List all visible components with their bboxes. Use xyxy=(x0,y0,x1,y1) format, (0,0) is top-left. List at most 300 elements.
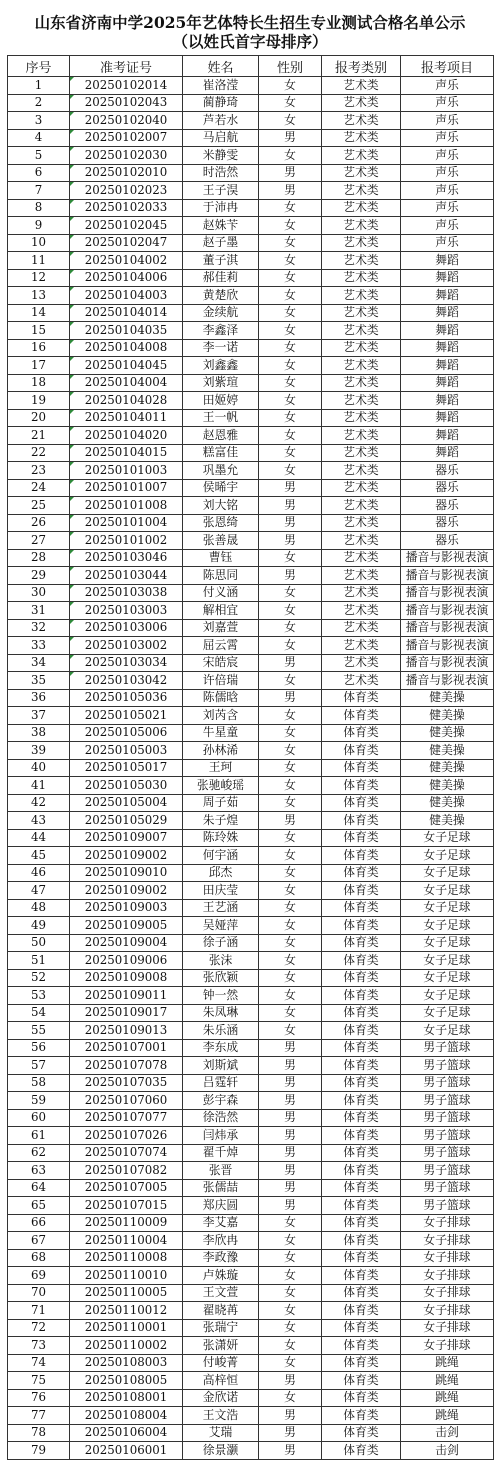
cell-category: 体育类 xyxy=(322,847,401,865)
cell-project: 跳绳 xyxy=(401,1389,494,1407)
cell-ticket: 20250107082 xyxy=(70,1162,183,1180)
cell-ticket: 20250104006 xyxy=(70,269,183,287)
cell-ticket: 20250102033 xyxy=(70,199,183,217)
cell-seq: 46 xyxy=(8,864,70,882)
cell-gender: 男 xyxy=(259,1109,322,1127)
cell-ticket: 20250101007 xyxy=(70,479,183,497)
cell-project: 女子排球 xyxy=(401,1284,494,1302)
table-row xyxy=(8,724,494,742)
cell-ticket: 20250104035 xyxy=(70,322,183,340)
cell-gender: 女 xyxy=(259,147,322,165)
cell-ticket: 20250108005 xyxy=(70,1372,183,1390)
cell-category: 艺术类 xyxy=(322,339,401,357)
cell-category: 体育类 xyxy=(322,829,401,847)
cell-ticket: 20250103006 xyxy=(70,619,183,637)
cell-project: 男子篮球 xyxy=(401,1179,494,1197)
cell-project: 跳绳 xyxy=(401,1354,494,1372)
cell-category: 艺术类 xyxy=(322,462,401,480)
table-row xyxy=(8,1319,494,1337)
table-row xyxy=(8,374,494,392)
cell-seq: 42 xyxy=(8,794,70,812)
cell-project: 播音与影视表演 xyxy=(401,672,494,690)
cell-category: 体育类 xyxy=(322,1074,401,1092)
table-row xyxy=(8,672,494,690)
cell-seq: 20 xyxy=(8,409,70,427)
cell-category: 体育类 xyxy=(322,1109,401,1127)
cell-name: 于沛冉 xyxy=(183,199,259,217)
cell-category: 艺术类 xyxy=(322,357,401,375)
table-row xyxy=(8,969,494,987)
cell-category: 体育类 xyxy=(322,1372,401,1390)
cell-seq: 51 xyxy=(8,952,70,970)
cell-project: 播音与影视表演 xyxy=(401,602,494,620)
cell-name: 牛星童 xyxy=(183,724,259,742)
cell-seq: 40 xyxy=(8,759,70,777)
cell-category: 艺术类 xyxy=(322,497,401,515)
cell-project: 女子排球 xyxy=(401,1337,494,1355)
cell-ticket: 20250102047 xyxy=(70,234,183,252)
cell-seq: 57 xyxy=(8,1057,70,1075)
cell-name: 刘芮含 xyxy=(183,707,259,725)
cell-ticket: 20250102007 xyxy=(70,129,183,147)
cell-ticket: 20250104002 xyxy=(70,252,183,270)
cell-gender: 女 xyxy=(259,1354,322,1372)
table-row xyxy=(8,409,494,427)
cell-gender: 女 xyxy=(259,742,322,760)
cell-seq: 18 xyxy=(8,374,70,392)
cell-project: 男子篮球 xyxy=(401,1057,494,1075)
cell-seq: 77 xyxy=(8,1407,70,1425)
cell-name: 糕富佳 xyxy=(183,444,259,462)
cell-seq: 17 xyxy=(8,357,70,375)
cell-gender: 女 xyxy=(259,234,322,252)
table-row xyxy=(8,1407,494,1425)
cell-name: 彭宇森 xyxy=(183,1092,259,1110)
cell-name: 王子淏 xyxy=(183,182,259,200)
table-row xyxy=(8,654,494,672)
table-row xyxy=(8,339,494,357)
cell-category: 体育类 xyxy=(322,1039,401,1057)
cell-seq: 43 xyxy=(8,812,70,830)
cell-name: 吴娅萍 xyxy=(183,917,259,935)
cell-name: 李一诺 xyxy=(183,339,259,357)
cell-seq: 30 xyxy=(8,584,70,602)
cell-project: 男子篮球 xyxy=(401,1162,494,1180)
cell-seq: 39 xyxy=(8,742,70,760)
cell-seq: 78 xyxy=(8,1424,70,1442)
cell-gender: 女 xyxy=(259,252,322,270)
cell-gender: 女 xyxy=(259,1389,322,1407)
table-row xyxy=(8,1284,494,1302)
cell-name: 朱乐涵 xyxy=(183,1022,259,1040)
header-gender: 性别 xyxy=(259,56,322,77)
cell-gender: 男 xyxy=(259,1442,322,1460)
cell-category: 艺术类 xyxy=(322,549,401,567)
cell-gender: 女 xyxy=(259,1284,322,1302)
cell-gender: 女 xyxy=(259,304,322,322)
cell-category: 体育类 xyxy=(322,1267,401,1285)
cell-gender: 女 xyxy=(259,619,322,637)
cell-ticket: 20250105036 xyxy=(70,689,183,707)
cell-ticket: 20250103034 xyxy=(70,654,183,672)
cell-ticket: 20250104028 xyxy=(70,392,183,410)
cell-seq: 58 xyxy=(8,1074,70,1092)
cell-project: 击剑 xyxy=(401,1424,494,1442)
cell-gender: 男 xyxy=(259,497,322,515)
table-row xyxy=(8,882,494,900)
cell-name: 蔺静琦 xyxy=(183,94,259,112)
table-row xyxy=(8,532,494,550)
cell-ticket: 20250107077 xyxy=(70,1109,183,1127)
cell-ticket: 20250109007 xyxy=(70,829,183,847)
cell-project: 舞蹈 xyxy=(401,269,494,287)
table-row xyxy=(8,777,494,795)
cell-project: 舞蹈 xyxy=(401,304,494,322)
cell-gender: 女 xyxy=(259,724,322,742)
cell-seq: 65 xyxy=(8,1197,70,1215)
cell-ticket: 20250103046 xyxy=(70,549,183,567)
cell-gender: 男 xyxy=(259,1127,322,1145)
cell-name: 张潇妍 xyxy=(183,1337,259,1355)
cell-seq: 6 xyxy=(8,164,70,182)
cell-project: 声乐 xyxy=(401,182,494,200)
cell-gender: 女 xyxy=(259,444,322,462)
cell-gender: 男 xyxy=(259,1424,322,1442)
cell-name: 高梓恒 xyxy=(183,1372,259,1390)
header-name: 姓名 xyxy=(183,56,259,77)
cell-ticket: 20250102014 xyxy=(70,77,183,95)
cell-project: 声乐 xyxy=(401,147,494,165)
cell-gender: 女 xyxy=(259,1249,322,1267)
cell-project: 声乐 xyxy=(401,217,494,235)
cell-seq: 24 xyxy=(8,479,70,497)
cell-gender: 男 xyxy=(259,164,322,182)
cell-name: 翟千焯 xyxy=(183,1144,259,1162)
table-row xyxy=(8,1249,494,1267)
cell-seq: 70 xyxy=(8,1284,70,1302)
cell-name: 徐子涵 xyxy=(183,934,259,952)
cell-name: 翟晓苒 xyxy=(183,1302,259,1320)
cell-seq: 1 xyxy=(8,77,70,95)
cell-project: 健美操 xyxy=(401,794,494,812)
cell-ticket: 20250104003 xyxy=(70,287,183,305)
cell-category: 体育类 xyxy=(322,1179,401,1197)
table-row xyxy=(8,269,494,287)
cell-project: 舞蹈 xyxy=(401,392,494,410)
cell-seq: 35 xyxy=(8,672,70,690)
cell-name: 王一帆 xyxy=(183,409,259,427)
cell-name: 何宇涵 xyxy=(183,847,259,865)
table-row xyxy=(8,479,494,497)
cell-gender: 女 xyxy=(259,322,322,340)
cell-name: 陈儒晗 xyxy=(183,689,259,707)
cell-name: 刘鑫鑫 xyxy=(183,357,259,375)
cell-seq: 59 xyxy=(8,1092,70,1110)
cell-category: 体育类 xyxy=(322,742,401,760)
table-row xyxy=(8,1337,494,1355)
cell-category: 体育类 xyxy=(322,794,401,812)
cell-seq: 32 xyxy=(8,619,70,637)
cell-seq: 69 xyxy=(8,1267,70,1285)
table-row xyxy=(8,1057,494,1075)
cell-gender: 女 xyxy=(259,1232,322,1250)
cell-gender: 女 xyxy=(259,1214,322,1232)
cell-gender: 女 xyxy=(259,409,322,427)
cell-category: 艺术类 xyxy=(322,129,401,147)
table-row xyxy=(8,934,494,952)
cell-ticket: 20250105029 xyxy=(70,812,183,830)
table-row xyxy=(8,1197,494,1215)
cell-category: 体育类 xyxy=(322,899,401,917)
cell-seq: 19 xyxy=(8,392,70,410)
cell-ticket: 20250105006 xyxy=(70,724,183,742)
cell-gender: 女 xyxy=(259,94,322,112)
cell-category: 体育类 xyxy=(322,952,401,970)
cell-category: 体育类 xyxy=(322,1144,401,1162)
cell-name: 宋皓宸 xyxy=(183,654,259,672)
cell-gender: 女 xyxy=(259,672,322,690)
cell-seq: 38 xyxy=(8,724,70,742)
cell-category: 体育类 xyxy=(322,882,401,900)
cell-seq: 71 xyxy=(8,1302,70,1320)
cell-gender: 男 xyxy=(259,182,322,200)
cell-category: 体育类 xyxy=(322,1232,401,1250)
cell-project: 健美操 xyxy=(401,707,494,725)
cell-ticket: 20250109005 xyxy=(70,917,183,935)
cell-ticket: 20250109002 xyxy=(70,882,183,900)
cell-project: 声乐 xyxy=(401,164,494,182)
cell-gender: 女 xyxy=(259,77,322,95)
cell-project: 器乐 xyxy=(401,479,494,497)
cell-ticket: 20250104004 xyxy=(70,374,183,392)
table-row xyxy=(8,759,494,777)
cell-project: 舞蹈 xyxy=(401,322,494,340)
cell-ticket: 20250109006 xyxy=(70,952,183,970)
cell-name: 黄楚欣 xyxy=(183,287,259,305)
cell-name: 刘大铭 xyxy=(183,497,259,515)
table-row xyxy=(8,1092,494,1110)
cell-ticket: 20250103038 xyxy=(70,584,183,602)
cell-project: 女子足球 xyxy=(401,1004,494,1022)
cell-seq: 73 xyxy=(8,1337,70,1355)
table-row xyxy=(8,1144,494,1162)
cell-seq: 14 xyxy=(8,304,70,322)
cell-gender: 女 xyxy=(259,794,322,812)
header-seq: 序号 xyxy=(8,56,70,77)
table-row xyxy=(8,322,494,340)
cell-ticket: 20250107074 xyxy=(70,1144,183,1162)
table-row xyxy=(8,427,494,445)
table-row xyxy=(8,602,494,620)
cell-category: 体育类 xyxy=(322,724,401,742)
cell-category: 体育类 xyxy=(322,689,401,707)
cell-category: 体育类 xyxy=(322,1092,401,1110)
cell-seq: 79 xyxy=(8,1442,70,1460)
cell-name: 解相宜 xyxy=(183,602,259,620)
cell-category: 体育类 xyxy=(322,934,401,952)
cell-category: 体育类 xyxy=(322,1424,401,1442)
cell-name: 李鑫泽 xyxy=(183,322,259,340)
cell-ticket: 20250101002 xyxy=(70,532,183,550)
table-row xyxy=(8,129,494,147)
cell-seq: 34 xyxy=(8,654,70,672)
cell-project: 男子篮球 xyxy=(401,1197,494,1215)
cell-project: 女子足球 xyxy=(401,987,494,1005)
cell-category: 体育类 xyxy=(322,1004,401,1022)
cell-ticket: 20250108004 xyxy=(70,1407,183,1425)
cell-category: 体育类 xyxy=(322,864,401,882)
table-row xyxy=(8,147,494,165)
cell-ticket: 20250104011 xyxy=(70,409,183,427)
cell-gender: 女 xyxy=(259,1319,322,1337)
cell-category: 艺术类 xyxy=(322,567,401,585)
cell-project: 男子篮球 xyxy=(401,1144,494,1162)
cell-category: 艺术类 xyxy=(322,322,401,340)
cell-name: 许倍瑞 xyxy=(183,672,259,690)
document-title: 山东省济南中学2025年艺体特长生招生专业测试合格名单公示 xyxy=(34,13,466,32)
cell-ticket: 20250109010 xyxy=(70,864,183,882)
cell-project: 器乐 xyxy=(401,532,494,550)
cell-gender: 女 xyxy=(259,952,322,970)
cell-name: 付峻菁 xyxy=(183,1354,259,1372)
cell-seq: 23 xyxy=(8,462,70,480)
cell-category: 体育类 xyxy=(322,759,401,777)
cell-project: 女子排球 xyxy=(401,1232,494,1250)
cell-seq: 21 xyxy=(8,427,70,445)
cell-project: 舞蹈 xyxy=(401,357,494,375)
cell-project: 男子篮球 xyxy=(401,1109,494,1127)
table-row xyxy=(8,794,494,812)
cell-gender: 女 xyxy=(259,549,322,567)
cell-seq: 53 xyxy=(8,987,70,1005)
table-row xyxy=(8,1179,494,1197)
cell-gender: 男 xyxy=(259,654,322,672)
cell-project: 器乐 xyxy=(401,497,494,515)
cell-category: 艺术类 xyxy=(322,217,401,235)
cell-gender: 男 xyxy=(259,1039,322,1057)
table-row xyxy=(8,584,494,602)
cell-gender: 女 xyxy=(259,759,322,777)
cell-gender: 女 xyxy=(259,374,322,392)
cell-seq: 49 xyxy=(8,917,70,935)
cell-ticket: 20250104015 xyxy=(70,444,183,462)
cell-ticket: 20250109008 xyxy=(70,969,183,987)
cell-category: 艺术类 xyxy=(322,304,401,322)
cell-category: 艺术类 xyxy=(322,77,401,95)
cell-name: 李欣冉 xyxy=(183,1232,259,1250)
cell-gender: 女 xyxy=(259,969,322,987)
cell-category: 艺术类 xyxy=(322,94,401,112)
cell-seq: 45 xyxy=(8,847,70,865)
cell-gender: 男 xyxy=(259,1179,322,1197)
cell-category: 体育类 xyxy=(322,1337,401,1355)
cell-name: 郑庆圆 xyxy=(183,1197,259,1215)
cell-gender: 男 xyxy=(259,812,322,830)
table-row xyxy=(8,637,494,655)
cell-category: 艺术类 xyxy=(322,392,401,410)
cell-ticket: 20250109017 xyxy=(70,1004,183,1022)
table-row xyxy=(8,864,494,882)
cell-name: 王艺涵 xyxy=(183,899,259,917)
cell-project: 女子排球 xyxy=(401,1267,494,1285)
cell-seq: 31 xyxy=(8,602,70,620)
cell-project: 声乐 xyxy=(401,77,494,95)
cell-category: 艺术类 xyxy=(322,252,401,270)
cell-gender: 男 xyxy=(259,514,322,532)
table-row xyxy=(8,812,494,830)
cell-ticket: 20250102030 xyxy=(70,147,183,165)
cell-seq: 55 xyxy=(8,1022,70,1040)
cell-name: 刘斯斌 xyxy=(183,1057,259,1075)
cell-ticket: 20250103003 xyxy=(70,602,183,620)
cell-name: 徐浩然 xyxy=(183,1109,259,1127)
cell-ticket: 20250106001 xyxy=(70,1442,183,1460)
cell-category: 艺术类 xyxy=(322,409,401,427)
cell-seq: 11 xyxy=(8,252,70,270)
cell-ticket: 20250110005 xyxy=(70,1284,183,1302)
cell-name: 赵恩雅 xyxy=(183,427,259,445)
cell-gender: 女 xyxy=(259,847,322,865)
cell-ticket: 20250101004 xyxy=(70,514,183,532)
cell-seq: 13 xyxy=(8,287,70,305)
cell-seq: 33 xyxy=(8,637,70,655)
table-row xyxy=(8,1302,494,1320)
table-row xyxy=(8,1267,494,1285)
cell-name: 巩墨允 xyxy=(183,462,259,480)
cell-category: 体育类 xyxy=(322,1057,401,1075)
cell-ticket: 20250110012 xyxy=(70,1302,183,1320)
cell-project: 跳绳 xyxy=(401,1372,494,1390)
cell-ticket: 20250107001 xyxy=(70,1039,183,1057)
cell-gender: 男 xyxy=(259,1057,322,1075)
cell-ticket: 20250107060 xyxy=(70,1092,183,1110)
cell-name: 米静雯 xyxy=(183,147,259,165)
cell-gender: 女 xyxy=(259,427,322,445)
cell-ticket: 20250103044 xyxy=(70,567,183,585)
table-row xyxy=(8,707,494,725)
table-row xyxy=(8,1232,494,1250)
cell-seq: 62 xyxy=(8,1144,70,1162)
cell-seq: 10 xyxy=(8,234,70,252)
cell-seq: 12 xyxy=(8,269,70,287)
table-row xyxy=(8,549,494,567)
cell-ticket: 20250110002 xyxy=(70,1337,183,1355)
cell-ticket: 20250104008 xyxy=(70,339,183,357)
cell-seq: 27 xyxy=(8,532,70,550)
cell-gender: 女 xyxy=(259,392,322,410)
cell-category: 体育类 xyxy=(322,1022,401,1040)
cell-gender: 女 xyxy=(259,269,322,287)
header-category: 报考类别 xyxy=(322,56,401,77)
table-row xyxy=(8,164,494,182)
cell-gender: 女 xyxy=(259,339,322,357)
cell-project: 跳绳 xyxy=(401,1407,494,1425)
table-row xyxy=(8,304,494,322)
cell-ticket: 20250108001 xyxy=(70,1389,183,1407)
cell-name: 刘嘉萱 xyxy=(183,619,259,637)
cell-project: 舞蹈 xyxy=(401,427,494,445)
cell-name: 邱杰 xyxy=(183,864,259,882)
cell-seq: 7 xyxy=(8,182,70,200)
cell-project: 健美操 xyxy=(401,777,494,795)
cell-seq: 50 xyxy=(8,934,70,952)
cell-project: 女子排球 xyxy=(401,1302,494,1320)
cell-gender: 男 xyxy=(259,479,322,497)
cell-gender: 女 xyxy=(259,637,322,655)
cell-gender: 女 xyxy=(259,217,322,235)
cell-name: 曹钰 xyxy=(183,549,259,567)
cell-name: 陈玲姝 xyxy=(183,829,259,847)
